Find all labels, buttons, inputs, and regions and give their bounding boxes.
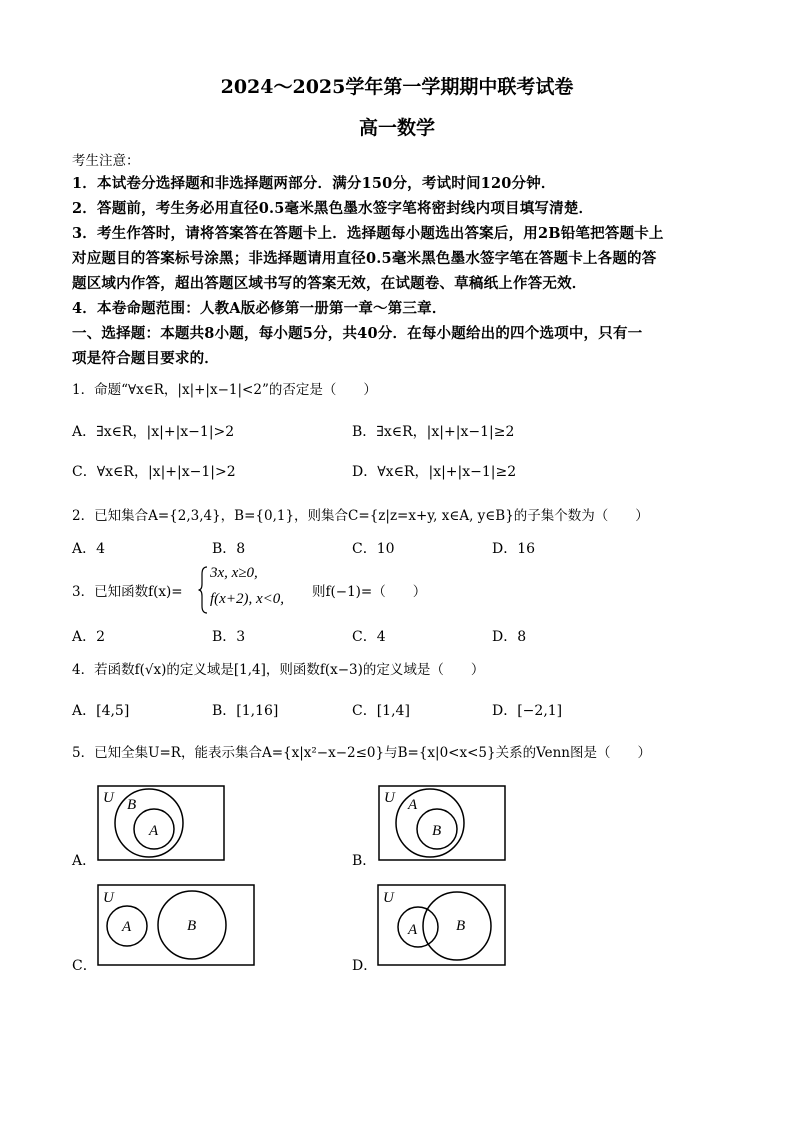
question-3-option-a: A．2 [72,629,106,645]
question-3-option-c: C．4 [352,629,386,645]
venn-b-label-inner: B [432,823,442,839]
venn-a-label-u: U [103,790,114,806]
exam-title: 2024～2025学年第一学期期中联考试卷 [220,76,574,98]
question-2-option-c: C．10 [352,541,395,557]
question-2-stem: 2．已知集合A={2,3,4}，B={0,1}，则集合C={z|z=x+y, x∈A, y∈B}的子集个数为（ ） [72,508,649,524]
note-1: 1．本试卷分选择题和非选择题两部分．满分150分，考试时间120分钟． [72,175,556,192]
note-3-line-3: 题区域内作答，超出答题区域书写的答案无效，在试题卷、草稿纸上作答无效． [72,275,587,292]
venn-d-label-b: B [456,918,466,934]
question-5-stem: 5．已知全集U=R，能表示集合A={x|x²−x−2≤0}与B={x|0<x<5}关系的Venn图是（ ） [72,745,651,761]
venn-diagram-c [97,884,255,966]
venn-b-label-u: U [384,790,395,806]
question-5-option-c: C． [72,958,97,974]
notes-heading: 考生注意： [72,153,140,169]
note-4: 4．本卷命题范围：人教A版必修第一册第一章～第三章． [72,300,447,317]
question-4-option-d: D．[−2,1] [492,703,563,719]
question-2-option-b: B．8 [212,541,246,557]
venn-diagram-b [378,785,506,861]
venn-d-label-a: A [408,922,418,938]
question-4-stem: 4．若函数f(√x)的定义域是[1,4]，则函数f(x−3)的定义域是（ ） [72,662,485,678]
question-5-option-a: A． [72,853,97,869]
section-heading-line-1: 一、选择题：本题共8小题，每小题5分，共40分．在每小题给出的四个选项中，只有一 [72,325,643,342]
venn-c-label-a: A [122,919,132,935]
venn-c-label-b: B [187,918,197,934]
question-4-option-a: A．[4,5] [72,703,130,719]
note-3-line-2: 对应题目的答案标号涂黑；非选择题请用直径0.5毫米黑色墨水签字笔在答题卡上各题的答 [72,250,657,267]
question-3-case-1: 3x, x≥0, [210,565,258,581]
question-3-option-d: D．8 [492,629,527,645]
exam-subtitle: 高一数学 [358,117,435,139]
venn-a-label-inner: A [149,823,159,839]
venn-c-label-u: U [103,890,114,906]
question-3-stem-suffix: 则f(−1)=（ ） [312,584,427,600]
question-2-option-d: D．16 [492,541,536,557]
venn-b-label-outer: A [408,797,418,813]
question-1-option-b: B．∃x∈R，|x|+|x−1|≥2 [352,424,515,440]
question-4-option-b: B．[1,16] [212,703,279,719]
question-3-option-b: B．3 [212,629,246,645]
question-1-option-d: D．∀x∈R，|x|+|x−1|≥2 [352,464,517,480]
venn-a-label-outer: B [127,797,137,813]
piecewise-brace [198,566,208,614]
venn-diagram-d [377,884,506,966]
question-1-option-a: A．∃x∈R，|x|+|x−1|>2 [72,424,235,440]
note-3-line-1: 3．考生作答时，请将答案答在答题卡上．选择题每小题选出答案后，用2B铅笔把答题卡上 [72,225,664,242]
note-2: 2．答题前，考生务必用直径0.5毫米黑色墨水签字笔将密封线内项目填写清楚． [72,200,594,217]
venn-d-label-u: U [383,890,394,906]
question-1-option-c: C．∀x∈R，|x|+|x−1|>2 [72,464,236,480]
venn-diagram-a [97,785,225,861]
section-heading-line-2: 项是符合题目要求的． [72,350,219,367]
question-1-stem: 1．命题“∀x∈R，|x|+|x−1|<2”的否定是（ ） [72,382,377,398]
question-5-option-b: B． [352,853,377,869]
question-3-case-2: f(x+2), x<0, [210,591,284,607]
question-4-option-c: C．[1,4] [352,703,410,719]
question-3-stem-prefix: 3．已知函数f(x)= [72,584,183,600]
question-5-option-d: D． [352,958,378,974]
question-2-option-a: A．4 [72,541,106,557]
